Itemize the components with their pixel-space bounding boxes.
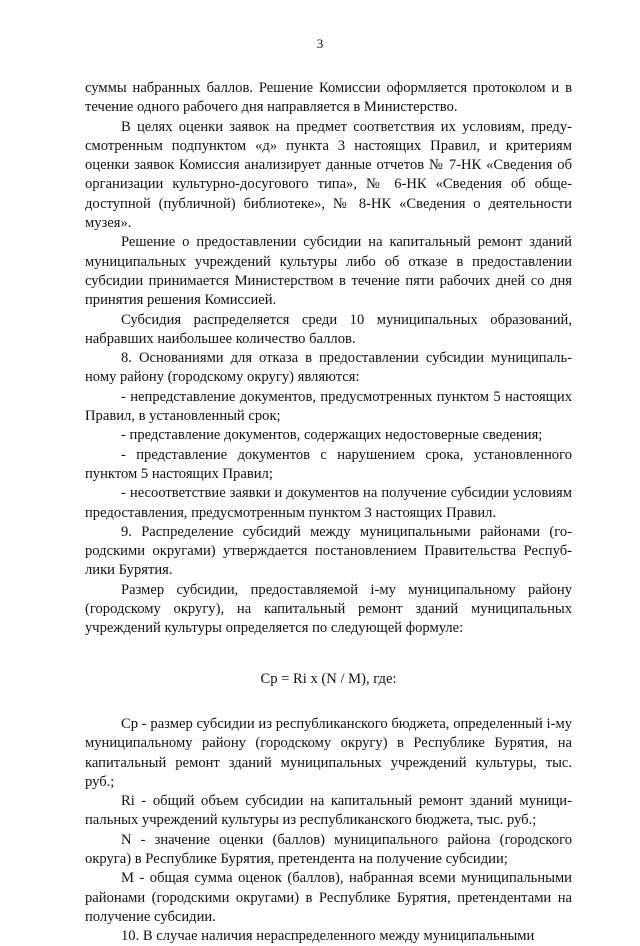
paragraph-decision: Решение о предоставлении субсидии на капитальный ремонт зданий муниципальных учреждений культуры либо об отказе в предоставлении субсидии принимается Министерством в течение пяти рабочих дней со дня принятия решения Комиссией. (85, 234, 572, 309)
paragraph-distribution: Субсидия распределяется среди 10 муниципальных образований, набравших наибольшее количество баллов. (85, 311, 572, 347)
definition-n: N - значение оценки (баллов) муниципального района (городского округа) в Республике Бурятия, претендента на получение субсидии; (85, 831, 572, 867)
formula: Ср = Ri х (N / М), где: (260, 670, 397, 687)
definition-ri: Ri - общий объем субсидии на капитальный ремонт зданий муниципальных учреждений культуры из республиканского бюджета, тыс. руб.; (85, 793, 572, 829)
paragraph-evaluation: В целях оценки заявок на предмет соответствия их условиям, предусмотренным подпунктом «д» пункта 3 настоящих Правил, и критериям оценки заявок Комиссия анализирует данные отчетов № 7-НК «Сведения об организации культурно-досугового типа», № 6-НК «Сведения об общедоступной (публичной) библиотеке», № 8-НК «Сведения о деятельности музея». (85, 118, 572, 232)
list-item-refusal-2: - представление документов, содержащих недостоверные сведения; (121, 427, 543, 444)
paragraph-formula-intro: Размер субсидии, предоставляемой i-му муниципальному району (городскому округу), на капитальный ремонт зданий муниципальных учреждений культуры определяется по следующей формуле: (85, 581, 572, 637)
list-item-refusal-1: - непредставление документов, предусмотренных пунктом 5 настоящих Правил, в установленный срок; (85, 388, 572, 425)
definition-m: М - общая сумма оценок (баллов), набранная всеми муниципальными районами (городскими округами) в Республике Бурятия, претендентами на получение субсидии. (85, 870, 572, 925)
paragraph-continuation: суммы набранных баллов. Решение Комиссии оформляется протоколом и в течение одного рабочего дня направляется в Министерство. (85, 80, 572, 116)
paragraph-item-9: 9. Распределение субсидий между муниципальными районами (городскими округами) утверждается постановлением Правительства Республики Бурятия. (85, 523, 572, 579)
list-item-refusal-4: - несоответствие заявки и документов на получение субсидии условиям предоставления, предусмотренным пунктом 3 настоящих Правил. (85, 485, 572, 521)
document-body (85, 79, 572, 946)
paragraph-item-8: 8. Основаниями для отказа в предоставлении субсидии муниципальному району (городскому округу) являются: (85, 350, 572, 386)
paragraph-item-10: 10. В случае наличия нераспределенного между муниципальными (121, 928, 535, 945)
definition-cp: Ср - размер субсидии из республиканского бюджета, определенный i-му муниципальному району (городскому округу) в Республике Бурятия, на капитальный ремонт зданий муниципальных учреждений культуры, тыс. руб.; (85, 715, 572, 790)
page-number: 3 (316, 36, 324, 51)
list-item-refusal-3: - представление документов с нарушением срока, установленного пунктом 5 настоящих Правил; (85, 446, 572, 482)
